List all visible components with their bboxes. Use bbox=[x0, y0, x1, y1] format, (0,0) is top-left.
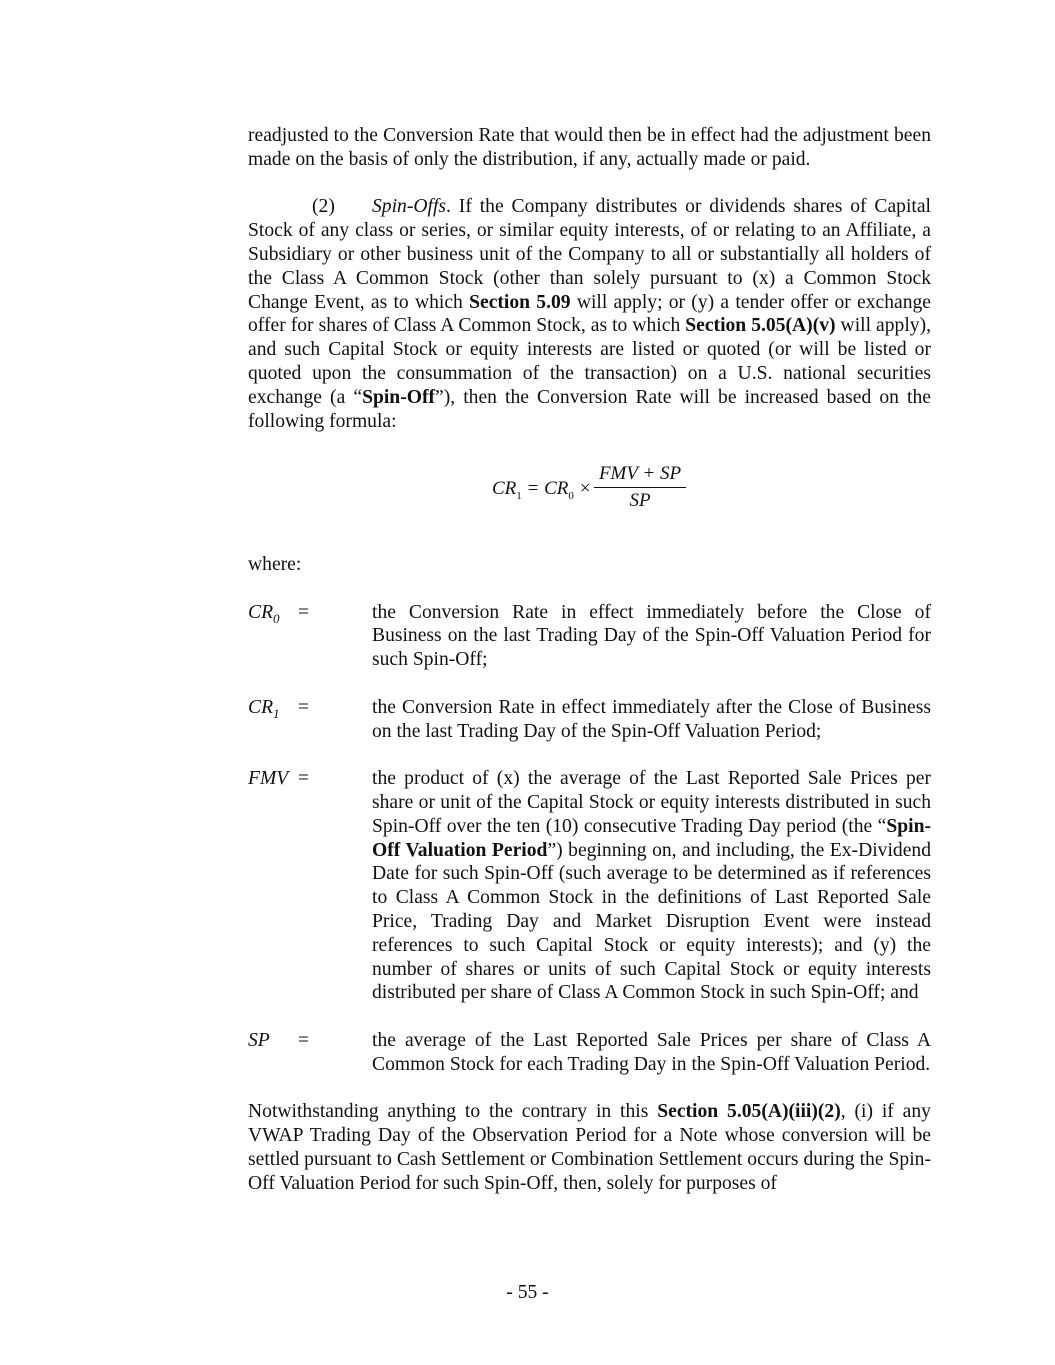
equals-sign: = bbox=[298, 1029, 310, 1051]
intro-paragraph: readjusted to the Conversion Rate that would then be in effect had the adjustment been made on the basis of only the distribution, if any, actually made or paid. bbox=[248, 125, 931, 170]
definition-cr0 bbox=[248, 601, 931, 672]
clause-title: Spin-Offs bbox=[372, 196, 447, 218]
definition-symbol: FMV bbox=[248, 768, 289, 790]
equals-sign: = bbox=[298, 768, 310, 790]
definition-text: the product of (x) the average of the Last Reported Sale Prices per share or unit of the Capital Stock or equity interests distributed in such Spin-Off over the ten (10) consecutive Trading Day period (the “Spin-Off Valuation Period”) beginning on, and including, the Ex-Dividend Date for such Spin-Off (such average to be determined as if references to Class A Common Stock in the definitions of Last Reported Sale Price, Trading Day and Market Disruption Event were instead references to such Capital Stock or equity interests); and (y) the number of shares or units of such Capital Stock or equity interests distributed per share of Class A Common Stock in such Spin-Off; and bbox=[372, 768, 931, 1004]
defined-term-spin-off: Spin-Off bbox=[362, 386, 436, 408]
definition-symbol: $CR_0$ bbox=[248, 601, 280, 626]
definition-text: the Conversion Rate in effect immediately before the Close of Business on the last Trading Day of the Spin-Off Valuation Period for such Spin-Off; bbox=[372, 601, 931, 671]
equals-sign: = bbox=[298, 696, 310, 718]
definition-symbol: SP bbox=[248, 1029, 270, 1051]
section-ref-505-a-v: Section 5.05(A)(v) bbox=[685, 315, 836, 337]
conversion-formula bbox=[248, 457, 931, 529]
definition-sp bbox=[248, 1029, 931, 1077]
formula-lhs: $CR_1 = CR_0$ × bbox=[492, 478, 592, 502]
definition-cr1 bbox=[248, 696, 931, 744]
formula-fraction bbox=[594, 463, 686, 512]
document-page bbox=[248, 124, 931, 1195]
definition-text: the Conversion Rate in effect immediately after the Close of Business on the last Trading Day of the Spin-Off Valuation Period; bbox=[372, 696, 931, 742]
definition-symbol: $CR_1$ bbox=[248, 696, 280, 721]
section-ref-509: Section 5.09 bbox=[469, 291, 571, 313]
defined-term-valuation-period: Spin-Off Valuation Period bbox=[372, 815, 931, 861]
definition-fmv bbox=[248, 767, 931, 1005]
formula-numerator: FMV + SP bbox=[598, 463, 682, 485]
spin-off-paragraph: (2) Spin-Offs. If the Company distributes or dividends shares of Capital Stock of any class or series, or similar equity interests, of or relating to an Affiliate, a Subsidiary or other business unit of the Company to all or substantially all holders of the Class A Common Stock (other than solely pursuant to (x) a Common Stock Change Event, as to which Section 5.09 will apply; or (y) a tender offer or exchange offer for shares of Class A Common Stock, as to which Section 5.05(A)(v) will apply), and such Capital Stock or equity interests are listed or quoted (or will be listed or quoted upon the consummation of the transaction) on a U.S. national securities exchange (a “Spin-Off”), then the Conversion Rate will be increased based on the following formula: bbox=[248, 196, 931, 432]
notwithstanding-paragraph: Notwithstanding anything to the contrary in this Section 5.05(A)(iii)(2), (i) if any VWAP Trading Day of the Observation Period for a Note whose conversion will be settled pursuant to Cash Settlement or Combination Settlement occurs during the Spin-Off Valuation Period for such Spin-Off, then, solely for purposes of bbox=[248, 1101, 931, 1194]
formula-denominator: SP bbox=[629, 490, 651, 512]
where-label: where: bbox=[248, 553, 302, 575]
fraction-bar bbox=[594, 487, 686, 488]
clause-number: (2) bbox=[312, 196, 335, 218]
equals-sign: = bbox=[298, 601, 310, 623]
section-ref-505-a-iii-2: Section 5.05(A)(iii)(2) bbox=[657, 1101, 841, 1123]
page-number: - 55 - bbox=[506, 1282, 549, 1303]
definition-text: the average of the Last Reported Sale Prices per share of Class A Common Stock for each Trading Day in the Spin-Off Valuation Period. bbox=[372, 1029, 931, 1075]
